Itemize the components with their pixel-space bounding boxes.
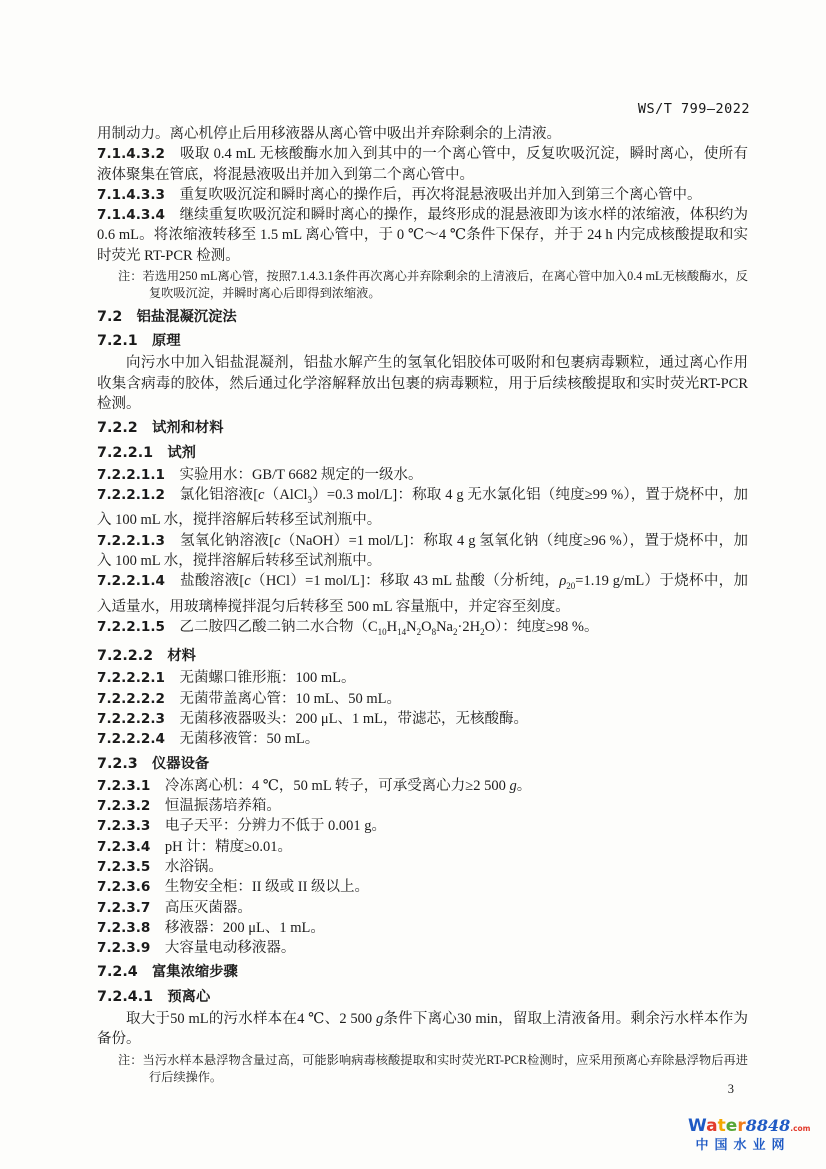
clause-7-2-3-8: 7.2.3.8 移液器：200 μL、1 mL。 [97,919,325,936]
clause-7-2-2-1-1: 7.2.2.1.1 实验用水：GB/T 6682 规定的一级水。 [97,466,423,483]
clause-7-2-2-2-4: 7.2.2.2.4 无菌移液管：50 mL。 [97,731,320,748]
watermark-cn-name: 中国水业网 [695,1138,791,1153]
watermark-number: 8848 [745,1116,791,1135]
heading-7-2-1: 7.2.1 原理 [97,333,181,350]
clause-7-2-3-9: 7.2.3.9 大容量电动移液器。 [97,940,296,957]
watermark-letter: a [706,1116,718,1136]
heading-7-2-2-2: 7.2.2.2 材料 [97,648,196,665]
watermark-logo [688,1116,811,1153]
para-principle: 向污水中加入铝盐混凝剂，铝盐水解产生的氢氧化铝胶体可吸附和包裹病毒颗粒，通过离心作用收集含病毒的胶体，然后通过化学溶解释放出包裹的病毒颗粒，用于后续核酸提取和实时荧光RT-PCR检测。 [97,355,748,413]
clause-7-1-4-3-4: 7.1.4.3.4 继续重复吹吸沉淀和瞬时离心的操作，最终形成的混悬液即为该水样的浓缩液，体积约为 0.6 mL。将浓缩液转移至 1.5 mL 离心管中，于 0 ℃～4 ℃条件下保存，并于 24 h 内完成核酸提取和实时荧光 RT-PCR 检测。 [97,207,748,264]
body-continuation-line: 用制动力。离心机停止后用移液器从离心管中吸出并弃除剩余的上清液。 [97,126,561,142]
clause-7-2-2-2-1: 7.2.2.2.1 无菌螺口锥形瓶：100 mL。 [97,670,356,687]
clause-7-2-2-2-3: 7.2.2.2.3 无菌移液器吸头：200 μL、1 mL，带滤芯，无核酸酶。 [97,710,528,727]
clause-7-1-4-3-2: 7.1.4.3.2 吸取 0.4 mL 无核酸酶水加入到其中的一个离心管中，反复吹吸沉淀，瞬时离心，使所有液体聚集在管底，将混悬液吸出并加入到第二个离心管中。 [97,146,748,183]
clause-7-2-3-7: 7.2.3.7 高压灭菌器。 [97,899,252,916]
heading-7-2: 7.2 铝盐混凝沉淀法 [97,308,237,325]
heading-7-2-2-1: 7.2.2.1 试剂 [97,444,196,461]
clause-7-2-3-5: 7.2.3.5 水浴锅。 [97,858,223,875]
page-number: 3 [727,1082,734,1096]
watermark-letter: W [688,1116,707,1136]
clause-7-2-3-6: 7.2.3.6 生物安全柜：II 级或 II 级以上。 [97,879,370,896]
clause-7-2-2-1-2: 7.2.2.1.2 氯化铝溶液[c（AlCl$_3$）=0.3 mol/L]：称取 4 g 无水氯化铝（纯度≥99 %），置于烧杯中，加入 100 mL 水，搅拌溶解后转移至试剂瓶中。 [97,487,749,529]
heading-7-2-3: 7.2.3 仪器设备 [97,755,210,772]
watermark-wordmark [688,1116,811,1136]
clause-7-2-2-1-5: 7.2.2.1.5 乙二胺四乙酸二钠二水合物$(C_{10}H_{14}N_2O_8Na_2\cdot 2H_2O)$：纯度≥98 %。 [97,618,599,637]
clause-7-1-4-3-3: 7.1.4.3.3 重复吹吸沉淀和瞬时离心的操作后，再次将混悬液吸出并加入到第三个离心管中。 [97,186,702,203]
clause-7-2-2-1-4: 7.2.2.1.4 盐酸溶液[c（HCl）=1 mol/L]：移取 43 mL 盐酸（分析纯，$\rho_{20}=1.19$ g/mL）于烧杯中，加入适量水，用玻璃棒搅拌混匀后转移至 500 mL 容量瓶中，并定容至刻度。 [97,573,748,615]
heading-7-2-4-1: 7.2.4.1 预离心 [97,988,211,1005]
standard-code-header: WS/T 799—2022 [637,101,750,117]
clause-7-2-3-2: 7.2.3.2 恒温振荡培养箱。 [97,798,281,815]
clause-7-2-3-3: 7.2.3.3 电子天平：分辨力不低于 0.001 g。 [97,818,386,835]
clause-7-2-3-1: 7.2.3.1 冷冻离心机：4 ℃，50 mL 转子，可承受离心力≥2 500 g。 [97,777,532,794]
heading-7-2-4: 7.2.4 富集浓缩步骤 [97,964,238,981]
note-concentrate: 注：若选用250 mL离心管，按照7.1.4.3.1条件再次离心并弃除剩余的上清液后，在离心管中加入0.4 mL无核酸酶水，反复吹吸沉淀，并瞬时离心后即得到浓缩液。 [118,269,748,301]
watermark-letter: t [717,1116,726,1136]
heading-7-2-2: 7.2.2 试剂和材料 [97,420,224,437]
clause-7-2-2-2-2: 7.2.2.2.2 无菌带盖离心管：10 mL、50 mL。 [97,690,401,707]
para-precentrifuge: 取大于50 mL的污水样本在4 ℃、2 500 g条件下离心30 min，留取上清液备用。剩余污水样本作为备份。 [97,1011,749,1048]
watermark-letter: r [737,1116,746,1136]
clause-7-2-3-4: 7.2.3.4 pH 计：精度≥0.01。 [97,838,293,855]
watermark-dot-com: .com [790,1124,811,1133]
watermark-letter: e [725,1116,738,1136]
note-suspended-solids: 注：当污水样本悬浮物含量过高，可能影响病毒核酸提取和实时荧光RT-PCR检测时，应采用预离心弃除悬浮物后再进行后续操作。 [118,1052,748,1085]
clause-7-2-2-1-3: 7.2.2.1.3 氢氧化钠溶液[c（NaOH）=1 mol/L]：称取 4 g 氢氧化钠（纯度≥96 %），置于烧杯中，加入 100 mL 水，搅拌溶解后转移至试剂瓶中。 [97,532,748,570]
